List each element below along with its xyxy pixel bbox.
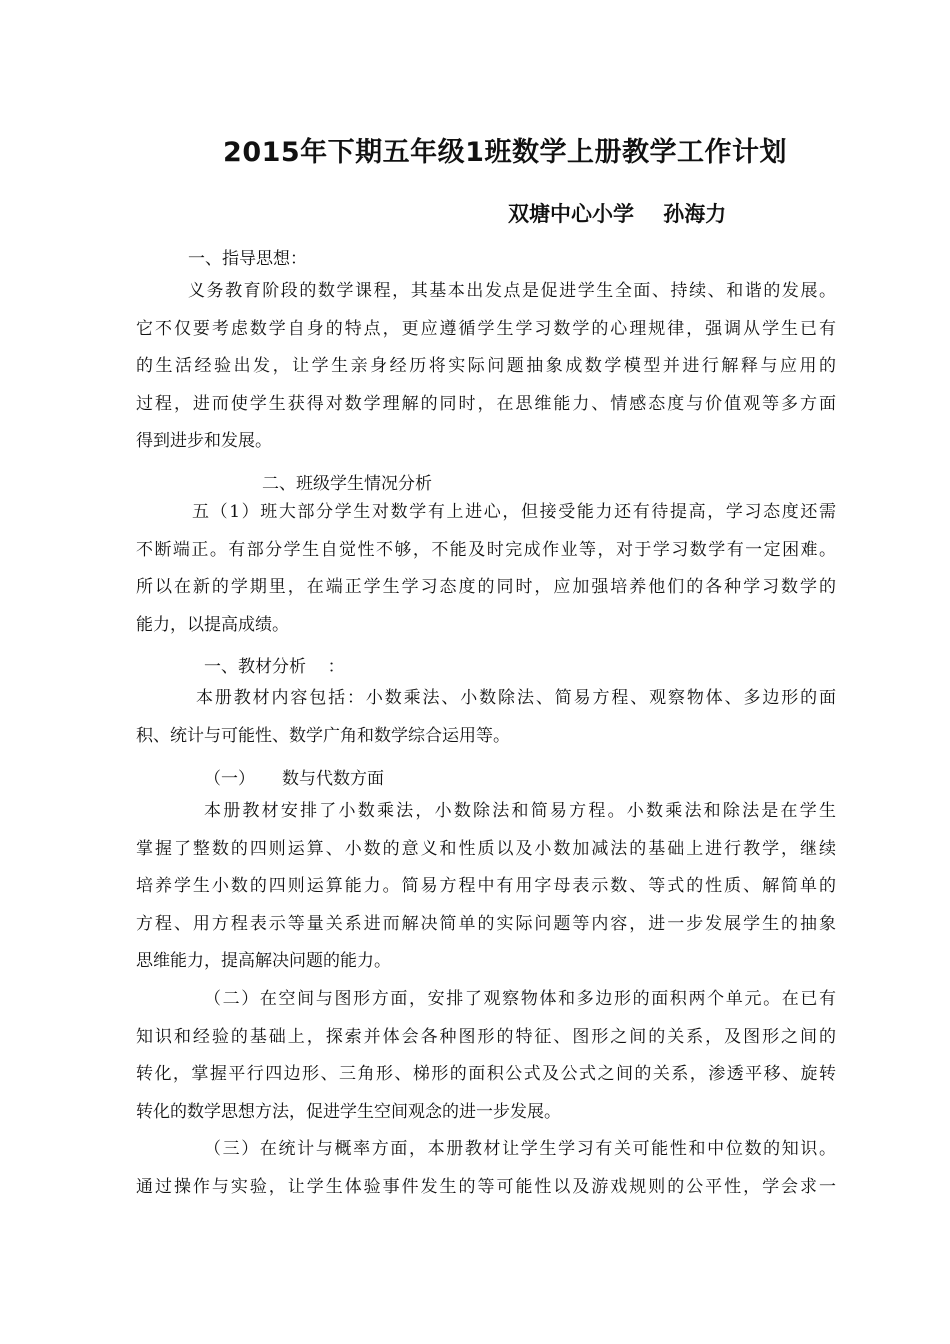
- document-author: 双塘中心小学 孙海力: [508, 202, 727, 226]
- section-heading-guiding: 一、指导思想：: [188, 249, 307, 269]
- section-heading-class: 二、班级学生情况分析: [262, 474, 432, 494]
- paragraph-algebra: [136, 793, 836, 981]
- paragraph-line: 不断端正。有部分学生自觉性不够，不能及时完成作业等，对于学习数学有一定困难。: [136, 539, 836, 560]
- section-heading-material: 一、教材分析 ：: [204, 657, 345, 677]
- paragraph-line: 它不仅要考虑数学自身的特点，更应遵循学生学习数学的心理规律，强调从学生已有: [136, 318, 836, 339]
- paragraph-line: 方程、用方程表示等量关系进而解决简单的实际问题等内容，进一步发展学生的抽象: [136, 913, 836, 934]
- paragraph-line: （二）在空间与图形方面，安排了观察物体和多边形的面积两个单元。在已有: [204, 989, 836, 1009]
- paragraph-line: 培养学生小数的四则运算能力。简易方程中有用字母表示数、等式的性质、解简单的: [136, 876, 836, 896]
- paragraph-line: 通过操作与实验，让学生体验事件发生的等可能性以及游戏规则的公平性，学会求一: [136, 1176, 836, 1197]
- section-heading-algebra: （一） 数与代数方面: [204, 769, 385, 789]
- paragraph-line: 本册教材安排了小数乘法，小数除法和简易方程。小数乘法和除法是在学生: [204, 801, 836, 821]
- paragraph-line: 义务教育阶段的数学课程，其基本出发点是促进学生全面、持续、和谐的发展。: [188, 281, 836, 301]
- paragraph-line: 思维能力，提高解决问题的能力。: [136, 951, 391, 971]
- paragraph-material: [136, 680, 836, 755]
- paragraph-guiding: [136, 273, 836, 461]
- paragraph-geometry: [136, 981, 836, 1131]
- paragraph-line: 五（1）班大部分学生对数学有上进心，但接受能力还有待提高，学习态度还需: [192, 502, 836, 522]
- paragraph-line: 所以在新的学期里，在端正学生学习态度的同时，应加强培养他们的各种学习数学的: [136, 577, 836, 597]
- paragraph-line: 本册教材内容包括：小数乘法、小数除法、简易方程、观察物体、多边形的面: [196, 688, 836, 708]
- paragraph-line: （三）在统计与概率方面，本册教材让学生学习有关可能性和中位数的知识。: [204, 1139, 836, 1159]
- document-title: 2015年下期五年级1班数学上册教学工作计划: [223, 137, 787, 168]
- paragraph-stats: [136, 1131, 836, 1206]
- paragraph-line: 掌握了整数的四则运算、小数的意义和性质以及小数加减法的基础上进行教学，继续: [136, 838, 836, 859]
- paragraph-line: 积、统计与可能性、数学广角和数学综合运用等。: [136, 725, 510, 746]
- paragraph-line: 过程，进而使学生获得对数学理解的同时，在思维能力、情感态度与价值观等多方面: [136, 393, 836, 414]
- paragraph-line: 转化的数学思想方法，促进学生空间观念的进一步发展。: [136, 1101, 561, 1122]
- paragraph-line: 知识和经验的基础上，探索并体会各种图形的特征、图形之间的关系，及图形之间的: [136, 1026, 836, 1047]
- paragraph-line: 能力，以提高成绩。: [136, 614, 289, 635]
- paragraph-line: 转化，掌握平行四边形、三角形、梯形的面积公式及公式之间的关系，渗透平移、旋转: [136, 1064, 836, 1084]
- paragraph-class: [136, 494, 836, 644]
- paragraph-line: 得到进步和发展。: [136, 431, 272, 451]
- paragraph-line: 的生活经验出发，让学生亲身经历将实际问题抽象成数学模型并进行解释与应用的: [136, 356, 836, 376]
